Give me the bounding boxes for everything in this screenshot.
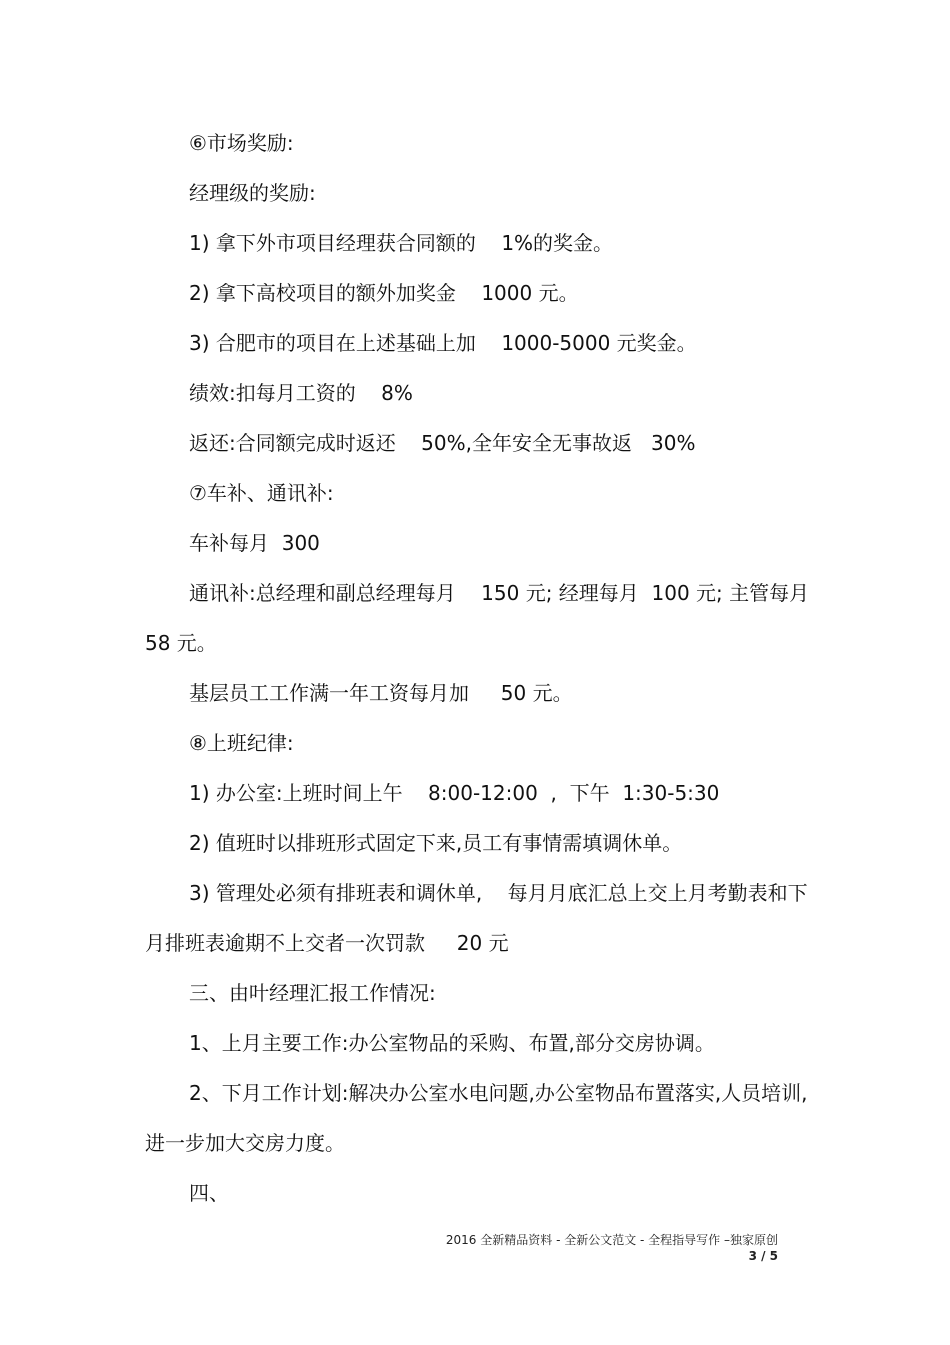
paragraph: 1) 办公室:上班时间上午 8:00-12:00 , 下午 1:30-5:30 [189,781,720,805]
footer-text: 2016 全新精品资料 - 全新公文范文 - 全程指导写作 –独家原创 [445,1233,778,1247]
paragraph: 三、由叶经理汇报工作情况: [189,981,436,1005]
paragraph: 四、 [189,1181,229,1205]
paragraph: 3) 管理处必须有排班表和调休单, 每月月底汇总上交上月考勤表和下月排班表逾期不上交者一次罚款 20 元 [145,881,808,955]
page-footer [446,1232,778,1264]
paragraph: 经理级的奖励: [189,181,316,205]
paragraph: 1、上月主要工作:办公室物品的采购、布置,部分交房协调。 [189,1031,715,1055]
paragraph: 绩效:扣每月工资的 8% [189,381,413,405]
paragraph: 3) 合肥市的项目在上述基础上加 1000-5000 元奖金。 [189,331,697,355]
paragraph: 返还:合同额完成时返还 50%,全年安全无事故返 30% [189,431,696,455]
paragraph: ⑥市场奖励: [189,131,294,155]
paragraph: 1) 拿下外市项目经理获合同额的 1%的奖金。 [189,231,614,255]
paragraph: 2) 拿下高校项目的额外加奖金 1000 元。 [189,281,579,305]
paragraph: 车补每月 300 [189,531,320,555]
page-number: 3 / 5 [748,1249,778,1263]
paragraph: 2、下月工作计划:解决办公室水电问题,办公室物品布置落实,人员培训,进一步加大交房力度。 [145,1081,808,1155]
document-body [145,118,816,1218]
paragraph: ⑧上班纪律: [189,731,294,755]
paragraph: ⑦车补、通讯补: [189,481,334,505]
paragraph: 通讯补:总经理和副总经理每月 150 元; 经理每月 100 元; 主管每月 58 元。 [145,581,816,655]
paragraph: 2) 值班时以排班形式固定下来,员工有事情需填调休单。 [189,831,683,855]
paragraph: 基层员工工作满一年工资每月加 50 元。 [189,681,573,705]
